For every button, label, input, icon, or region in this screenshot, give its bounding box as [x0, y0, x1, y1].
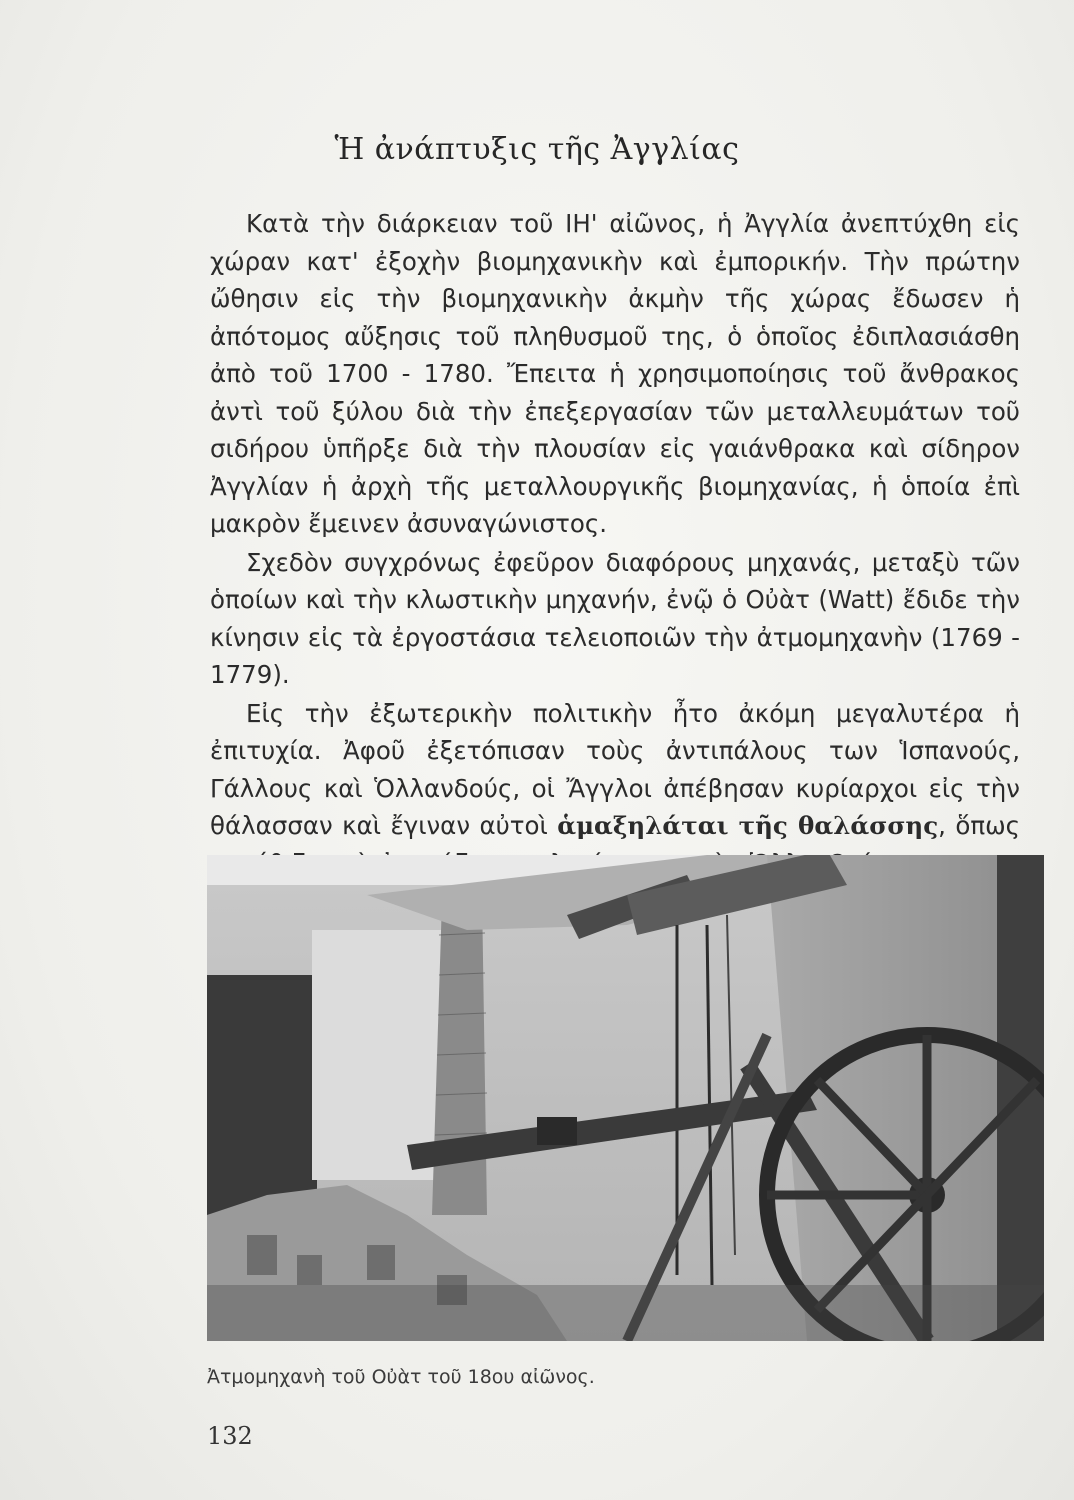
page-number: 132	[207, 1422, 253, 1450]
paragraph-3-start: Εἰς τὴν ἐξωτερικὴν πολιτικὴν ἦτο ἀκόμη μεγαλυτέρα ἡ ἐπιτυχία. Ἀφοῦ ἐξετόπισαν τοὺς ἀντιπάλους των Ἱσπανούς, Γάλλους καὶ Ὁλλανδούς, οἱ Ἄγγλοι ἀπέβησαν κυρίαρχοι εἰς τὴν θάλασσαν καὶ ἔγιναν αὐτοὶ	[210, 698, 1020, 840]
figure-caption: Ἀτμομηχανὴ τοῦ Οὐὰτ τοῦ 18ου αἰῶνος.	[207, 1366, 595, 1388]
page-title: Ἡ ἀνάπτυξις τῆς Ἀγγλίας	[334, 132, 740, 167]
paragraph-3-end: , ὅπως	[938, 811, 1020, 840]
paragraph-3	[210, 695, 1020, 883]
emphasis-phrase: ἁμαξηλάται τῆς θαλάσσης	[557, 811, 939, 840]
paragraph-1: Κατὰ τὴν διάρκειαν τοῦ ΙΗ' αἰῶνος, ἡ Ἀγγλία ἀνεπτύχθη εἰς χώραν κατ' ἐξοχὴν βιομηχανικὴν καὶ ἐμπορικήν. Τὴν πρώτην ὤθησιν εἰς τὴν βιομηχανικὴν ἀκμὴν τῆς χώρας ἔδωσεν ἡ ἀπότομος αὔξησις τοῦ πληθυσμοῦ της, ὁ ὁποῖος ἐδιπλασιάσθη ἀπὸ τοῦ 1700 - 1780. Ἔπειτα ἡ χρησιμοποίησις τοῦ ἄνθρακος ἀντὶ τοῦ ξύλου διὰ τὴν ἐπεξεργασίαν τῶν μεταλλευμάτων τοῦ σιδήρου ὑπῆρξε διὰ τὴν πλουσίαν εἰς γαιάνθρακα καὶ σίδηρον Ἀγγλίαν ἡ ἀρχὴ τῆς μεταλλουργικῆς βιομηχανίας, ἡ ὁποία ἐπὶ μακρὸν ἔμεινεν ἀσυναγώνιστος.	[210, 209, 1020, 538]
steam-engine-photo	[207, 855, 1044, 1341]
article-body	[210, 205, 1020, 882]
paragraph-2: Σχεδὸν συγχρόνως ἐφεῦρον διαφόρους μηχανάς, μεταξὺ τῶν ὁποίων καὶ τὴν κλωστικὴν μηχανήν, ἐνῷ ὁ Οὐὰτ (Watt) ἔδιδε τὴν κίνησιν εἰς τὰ ἐργοστάσια τελειοποιῶν τὴν ἀτμομηχανὴν (1769 - 1779).	[210, 547, 1020, 689]
photo-illustration	[207, 855, 1044, 1341]
